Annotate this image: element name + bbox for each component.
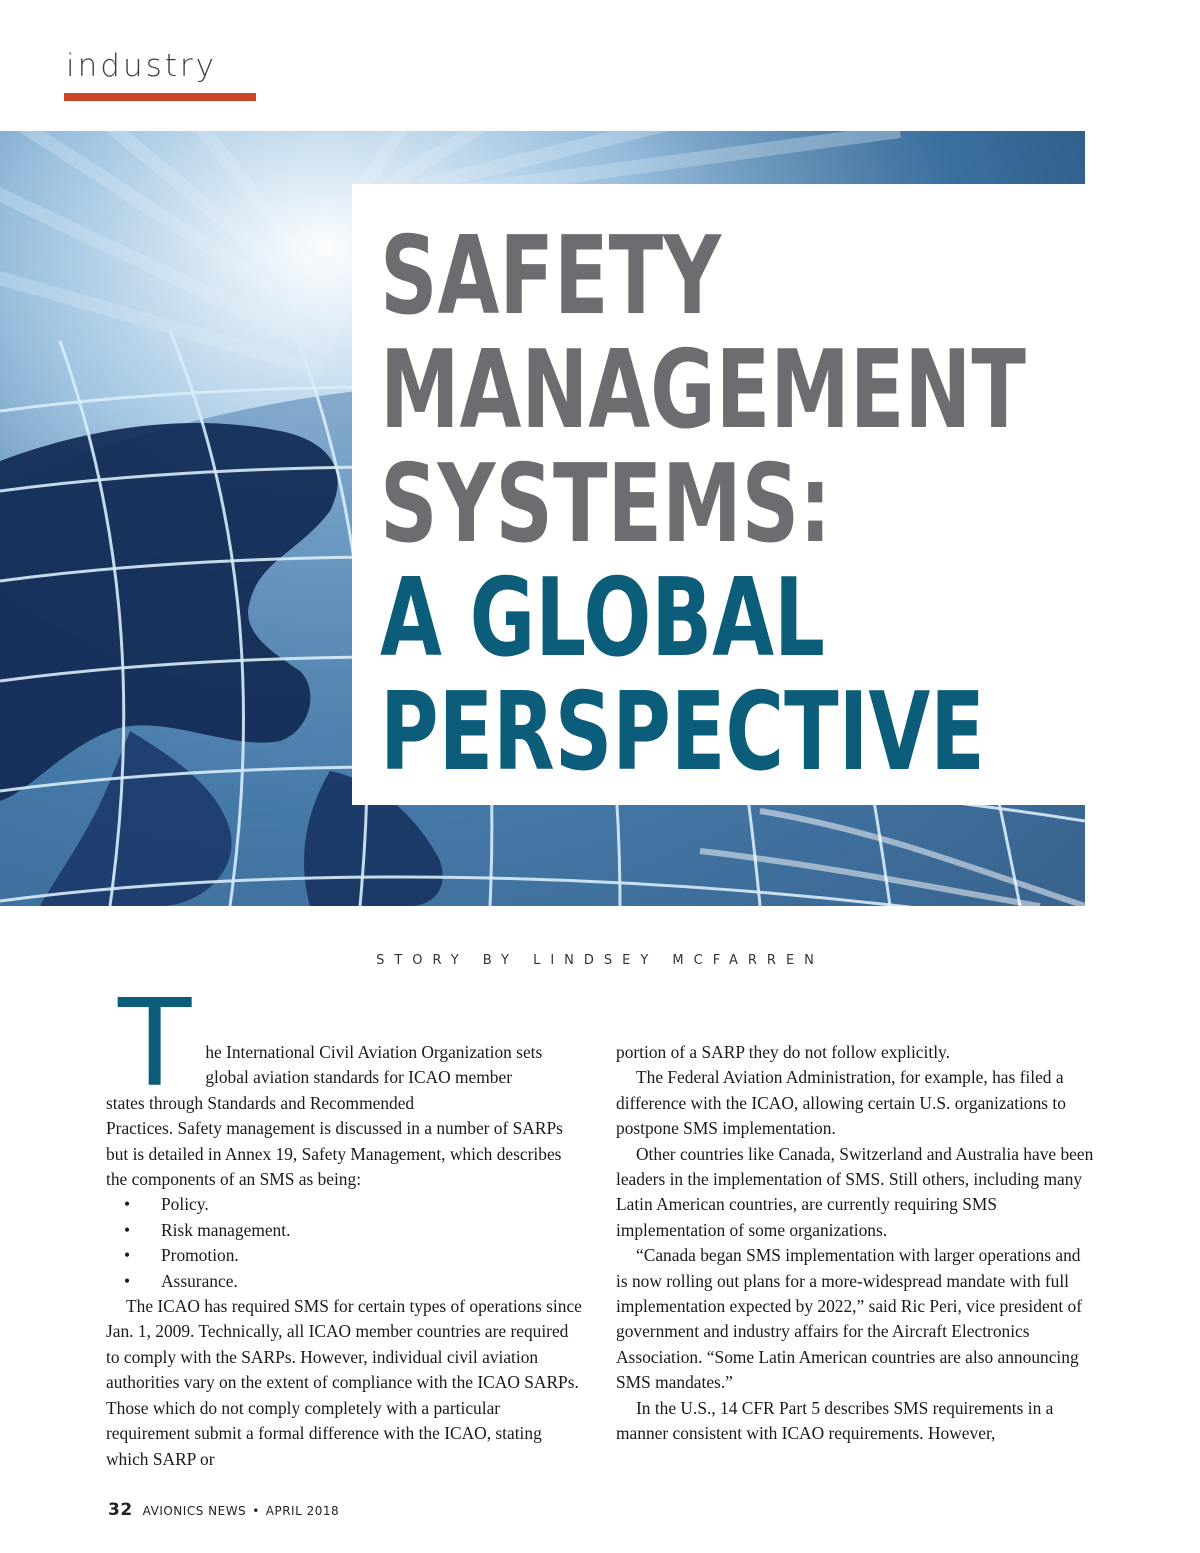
list-item: • Assurance.	[124, 1270, 238, 1291]
paragraph: In the U.S., 14 CFR Part 5 describes SMS requirements in a manner consistent with ICAO requirements. However,	[616, 1397, 1054, 1444]
article-column-left	[106, 975, 586, 1472]
article-column-right	[616, 1040, 1096, 1447]
page-footer	[108, 1500, 339, 1520]
publication-name: AVIONICS NEWS	[142, 1504, 247, 1518]
section-label: industry	[66, 48, 217, 84]
section-rule	[64, 93, 256, 101]
intro-line: global aviation standards for ICAO member	[205, 1067, 512, 1088]
list-item: • Policy.	[124, 1194, 209, 1215]
paragraph: “Canada began SMS implementation with larger operations and is now rolling out plans for a more-widespread mandate with full implementation expected by 2022,” said Ric Peri, vice president of government and industry affairs for the Aircraft Electronics Association. “Some Latin American countries are also announcing SMS mandates.”	[616, 1245, 1083, 1393]
paragraph: Other countries like Canada, Switzerland and Australia have been leaders in the implementation of SMS. Still others, including many Latin American countries, are currently requiring SMS implementation of some organizations.	[616, 1143, 1094, 1240]
paragraph: Practices. Safety management is discussed in a number of SARPs but is detailed in Annex 19, Safety Management, which describes the components of an SMS as being:	[106, 1118, 563, 1190]
title-line: MANAGEMENT	[380, 328, 1026, 453]
issue-date: APRIL 2018	[265, 1504, 340, 1518]
title-line: SAFETY	[380, 214, 721, 339]
paragraph: The Federal Aviation Administration, for example, has filed a difference with the ICAO, allowing certain U.S. organizations to postpone SMS implementation.	[616, 1067, 1066, 1139]
paragraph: portion of a SARP they do not follow explicitly.	[616, 1042, 950, 1062]
article-title	[380, 214, 1026, 795]
paragraph: The ICAO has required SMS for certain types of operations since Jan. 1, 2009. Technically, all ICAO member countries are required to comply with the SARPs. However, individual civil aviation authorities vary on the extent of compliance with the ICAO SARPs. Those which do not comply completely with a particular requirement submit a formal difference with the ICAO, stating which SARP or	[106, 1296, 582, 1469]
list-item: • Promotion.	[124, 1245, 239, 1266]
footer-separator: •	[252, 1504, 260, 1518]
component-list	[106, 1192, 586, 1294]
title-line: PERSPECTIVE	[380, 670, 985, 795]
intro-line: he International Civil Aviation Organization sets	[205, 1042, 543, 1062]
drop-cap: T	[118, 975, 192, 1114]
title-line: SYSTEMS:	[380, 442, 832, 567]
list-item: • Risk management.	[124, 1219, 291, 1240]
byline: STORY BY LINDSEY MCFARREN	[376, 953, 824, 968]
title-line: A GLOBAL	[380, 556, 825, 681]
intro-line: states through Standards and Recommended	[106, 1092, 415, 1113]
page-number: 32	[108, 1500, 133, 1520]
